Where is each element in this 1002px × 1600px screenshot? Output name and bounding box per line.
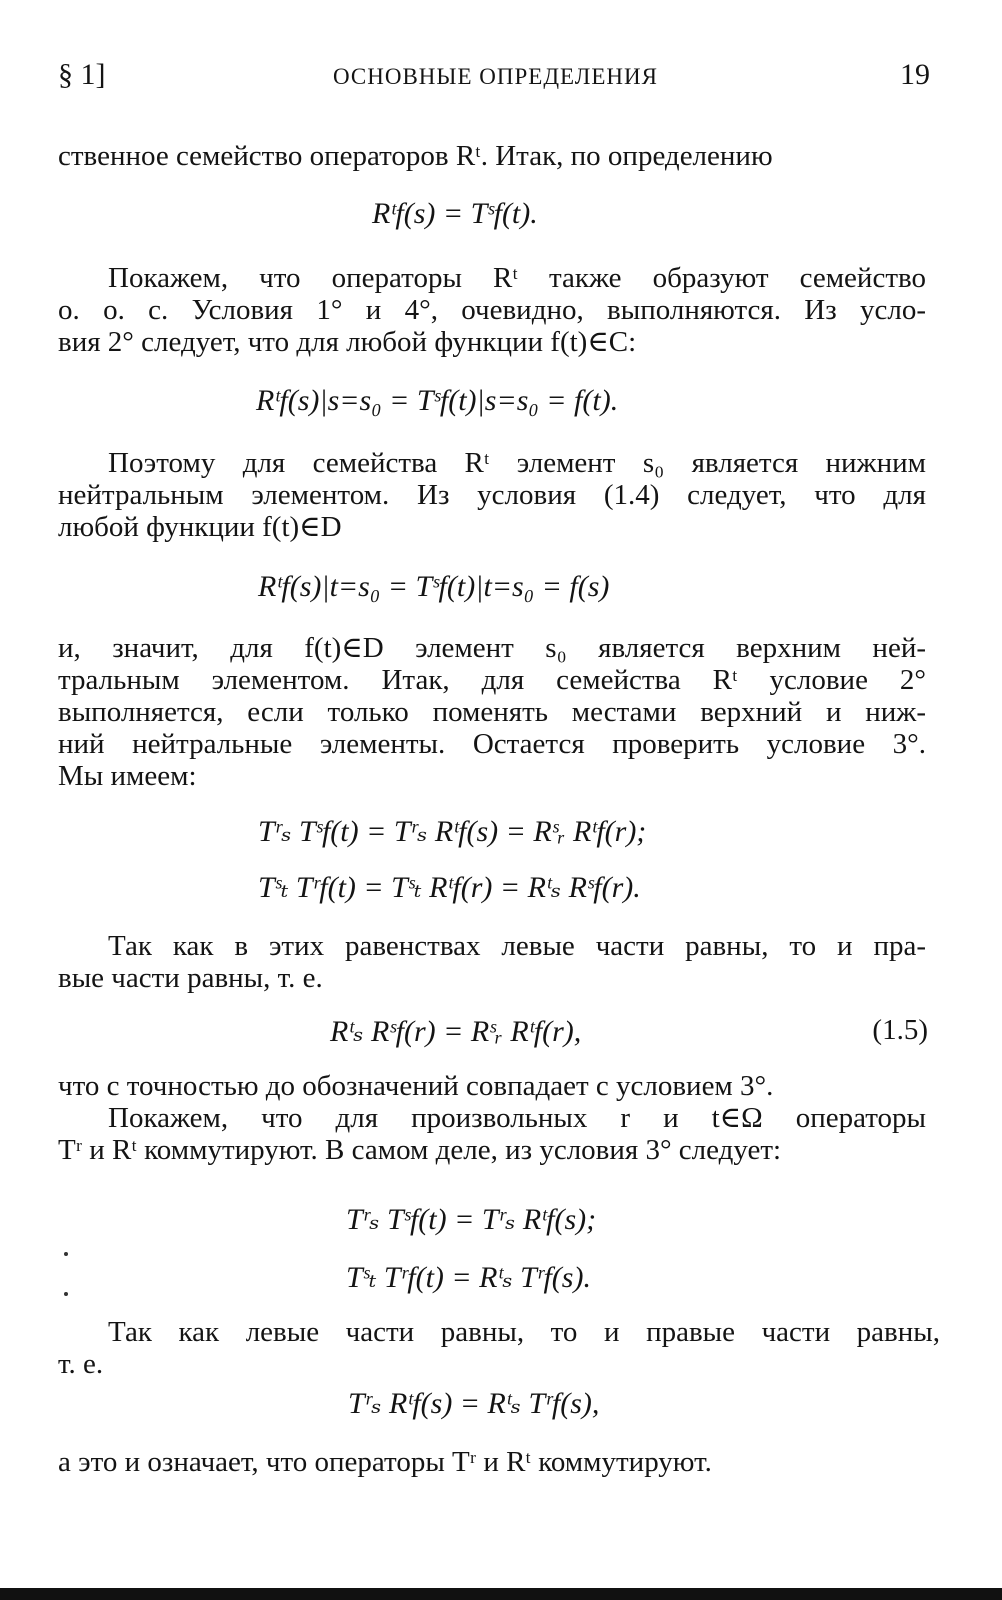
paragraph-3: Поэтому для семейства Rᵗ элемент s₀ является нижним нейтральным элементом. Из условия (1.4) следует, что для любой функции f(t)∈D	[58, 447, 926, 543]
formula-5: Tˢₜ Tʳf(t) = Tˢₜ Rᵗf(r) = Rᵗₛ Rˢf(r).	[258, 871, 641, 904]
paragraph-4: и, значит, для f(t)∈D элемент s₀ является верхним ней- тральным элементом. Итак, для семейства Rᵗ условие 2° выполняется, если только поменять местами верхний и ниж- ний нейтральные элементы. Остается проверить условие 3°. Мы имеем:	[58, 632, 926, 792]
formula-1: Rᵗf(s) = Tˢf(t).	[372, 197, 538, 230]
paragraph-5: Так как в этих равенствах левые части равны, то и пра- вые части равны, т. е.	[58, 930, 926, 994]
formula-4: Tʳₛ Tˢf(t) = Tʳₛ Rᵗf(s) = Rˢᵣ Rᵗf(r);	[258, 815, 647, 848]
equation-number: (1.5)	[872, 1014, 928, 1046]
formula-7: Tʳₛ Tˢf(t) = Tʳₛ Rᵗf(s);	[346, 1203, 597, 1236]
speck	[64, 1292, 68, 1296]
paragraph-8: Так как левые части равны, то и правые части равны, т. е.	[58, 1316, 940, 1380]
paragraph-6: что с точностью до обозначений совпадает с условием 3°.	[58, 1070, 774, 1102]
formula-6: Rᵗₛ Rˢf(r) = Rˢᵣ Rᵗf(r),	[330, 1015, 582, 1048]
section-marker: § 1]	[58, 58, 106, 91]
speck	[64, 1252, 68, 1256]
paragraph-1: ственное семейство операторов Rᵗ. Итак, по определению	[58, 140, 773, 172]
formula-9: Tʳₛ Rᵗf(s) = Rᵗₛ Tʳf(s),	[348, 1387, 600, 1420]
formula-3: Rᵗf(s)|t=s₀ = Tˢf(t)|t=s₀ = f(s)	[258, 570, 610, 603]
chapter-title: ОСНОВНЫЕ ОПРЕДЕЛЕНИЯ	[333, 64, 658, 89]
paragraph-2: Покажем, что операторы Rᵗ также образуют семейство о. о. с. Условия 1° и 4°, очевидно, выполняются. Из усло- вия 2° следует, что для любой функции f(t)∈C:	[58, 262, 926, 358]
bottom-edge-bar	[0, 1588, 1002, 1600]
page-number: 19	[900, 58, 930, 91]
formula-8: Tˢₜ Tʳf(t) = Rᵗₛ Tʳf(s).	[346, 1261, 591, 1294]
paragraph-9: а это и означает, что операторы Tʳ и Rᵗ коммутируют.	[58, 1446, 712, 1478]
paragraph-7: Покажем, что для произвольных r и t∈Ω операторы Tʳ и Rᵗ коммутируют. В самом деле, из условия 3° следует:	[58, 1102, 926, 1166]
formula-2: Rᵗf(s)|s=s₀ = Tˢf(t)|s=s₀ = f(t).	[256, 384, 619, 417]
running-head	[58, 58, 930, 98]
